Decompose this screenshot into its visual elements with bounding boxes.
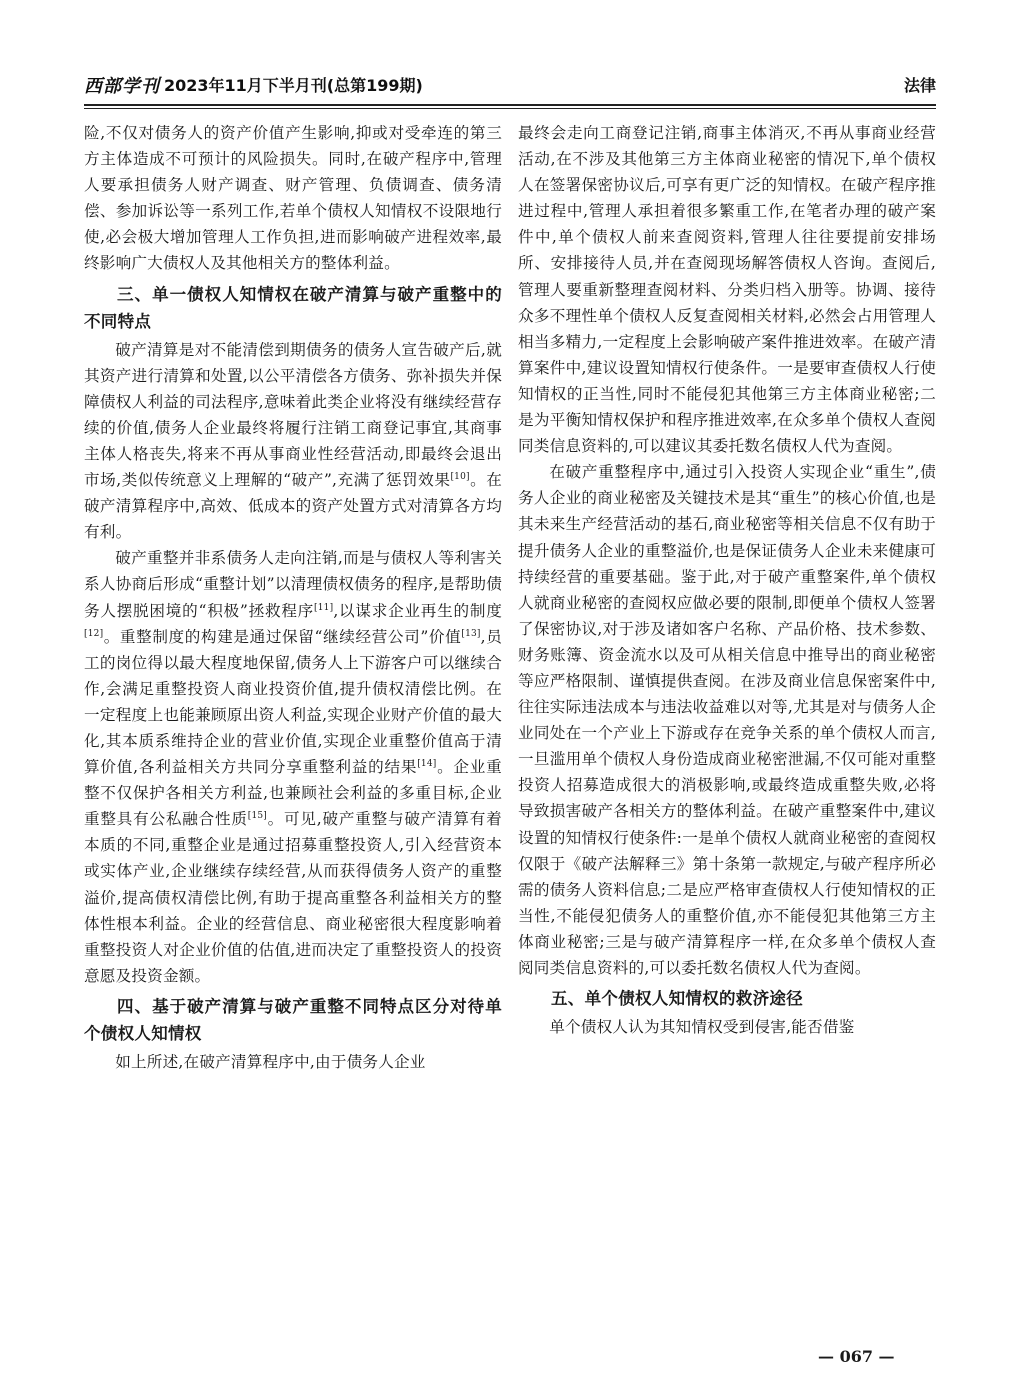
citation: [10]	[450, 471, 470, 482]
paragraph: 如上所述,在破产清算程序中,由于债务人企业	[115, 1052, 426, 1071]
section-heading-4: 四、基于破产清算与破产重整不同特点区分对待单个债权人知情权	[84, 996, 502, 1043]
header-rule	[84, 104, 936, 106]
citation: [15]	[247, 811, 268, 822]
citation: [12]	[84, 628, 104, 639]
paragraph: 在破产重整程序中,通过引入投资人实现企业“重生”,债务人企业的商业秘密及关键技术是其“重生”的核心价值,也是其未来生产经营活动的基石,商业秘密等相关信息不仅有助于提升债务人企业的重整溢价,也是保证债务人企业未来健康可持续经营的重要基础。鉴于此,对于破产重整案件,单个债权人就商业秘密的查阅权应做必要的限制,即便单个债权人签署了保密协议,对于涉及诸如客户名称、产品价格、技术参数、财务账簿、资金流水以及可从相关信息中推导出的商业秘密等应严格限制、谨慎提供查阅。在涉及商业信息保密案件中,往往实际违法成本与违法收益难以对等,尤其是对与债务人企业同处在一个产业上下游或存在竞争关系的单个债权人而言,一旦滥用单个债权人身份造成商业秘密泄漏,不仅可能对重整投资人招募造成很大的消极影响,或最终造成重整失败,必将导致损害破产各相关方的整体利益。在破产重整案件中,建议设置的知情权行使条件:一是单个债权人就商业秘密的查阅权仅限于《破产法解释三》第十条第一款规定,与破产程序所必需的债务人资料信息;二是应严格审查债权人行使知情权的正当性,不能侵犯债务人的重整价值,亦不能侵犯其他第三方主体商业秘密;三是与破产清算程序一样,在众多单个债权人查阅同类信息资料的,可以委托数名债权人代为查阅。	[518, 463, 936, 977]
page-number: — 067 —	[818, 1347, 895, 1366]
running-header	[84, 70, 936, 100]
header-rule-thin	[84, 108, 936, 109]
paragraph: 破产清算是对不能清偿到期债务的债务人宣告破产后,就其资产进行清算和处置,以公平清偿各方债务、弥补损失并保障债权人利益的司法程序,意味着此类企业将没有继续经营存续的价值,债务人企业最终将履行注销工商登记事宜,其商事主体人格丧失,将来不再从事商业性经营活动,即最终会退出市场,类似传统意义上理解的“破产”,充满了惩罚效果[10]。在破产清算程序中,高效、低成本的资产处置方式对清算各方均有利。	[84, 340, 502, 542]
right-column	[518, 120, 936, 1040]
citation: [13]	[461, 628, 481, 639]
journal-logo: 西部学刊	[84, 76, 160, 97]
paragraph: 最终会走向工商登记注销,商事主体消灭,不再从事商业经营活动,在不涉及其他第三方主体商业秘密的情况下,单个债权人在签署保密协议后,可享有更广泛的知情权。在破产程序推进过程中,管理人承担着很多繁重工作,在笔者办理的破产案件中,单个债权人前来查阅资料,管理人往往要提前安排场所、安排接待人员,并在查阅现场解答债权人咨询。查阅后,管理人要重新整理查阅材料、分类归档入册等。协调、接待众多不理性单个债权人反复查阅相关材料,必然会占用管理人相当多精力,一定程度上会影响破产案件推进效率。在破产清算案件中,建议设置知情权行使条件。一是要审查债权人行使知情权的正当性,同时不能侵犯其他第三方主体商业秘密;二是为平衡知情权保护和程序推进效率,在众多单个债权人查阅同类信息资料的,可以建议其委托数名债权人代为查阅。	[518, 124, 936, 456]
section-label: 法律	[903, 76, 936, 95]
section-heading-3: 三、单一债权人知情权在破产清算与破产重整中的不同特点	[84, 284, 502, 331]
paragraph: 破产重整并非系债务人走向注销,而是与债权人等利害关系人协商后形成“重整计划”以清理债权债务的程序,是帮助债务人摆脱困境的“积极”拯救程序[11],以谋求企业再生的制度[12]。重整制度的构建是通过保留“继续经营公司”价值[13],员工的岗位得以最大程度地保留,债务人上下游客户可以继续合作,会满足重整投资人商业投资价值,提升债权清偿比例。在一定程度上也能兼顾原出资人利益,实现企业财产价值的最大化,其本质系维持企业的营业价值,实现企业重整价值高于清算价值,各利益相关方共同分享重整利益的结果[14]。企业重整不仅保护各相关方利益,也兼顾社会利益的多重目标,企业重整具有公私融合性质[15]。可见,破产重整与破产清算有着本质的不同,重整企业是通过招募重整投资人,引入经营资本或实体产业,企业继续存续经营,从而获得债务人资产的重整溢价,提高债权清偿比例,有助于提高重整各利益相关方的整体性根本利益。企业的经营信息、商业秘密很大程度影响着重整投资人对企业价值的估值,进而决定了重整投资人的投资意愿及投资金额。	[84, 549, 503, 985]
issue-info: 2023年11月下半月刊(总第199期)	[164, 76, 423, 95]
citation: [14]	[417, 758, 437, 769]
citation: [11]	[314, 602, 334, 613]
left-column	[84, 120, 502, 1075]
paragraph: 险,不仅对债务人的资产价值产生影响,抑或对受牵连的第三方主体造成不可预计的风险损失。同时,在破产程序中,管理人要承担债务人财产调查、财产管理、负债调查、债务清偿、参加诉讼等一系列工作,若单个债权人知情权不设限地行使,必会极大增加管理人工作负担,进而影响破产进程效率,最终影响广大债权人及其他相关方的整体利益。	[84, 124, 502, 273]
paragraph: 单个债权人认为其知情权受到侵害,能否借鉴	[549, 1018, 855, 1037]
section-heading-5: 五、单个债权人知情权的救济途径	[551, 989, 803, 1009]
